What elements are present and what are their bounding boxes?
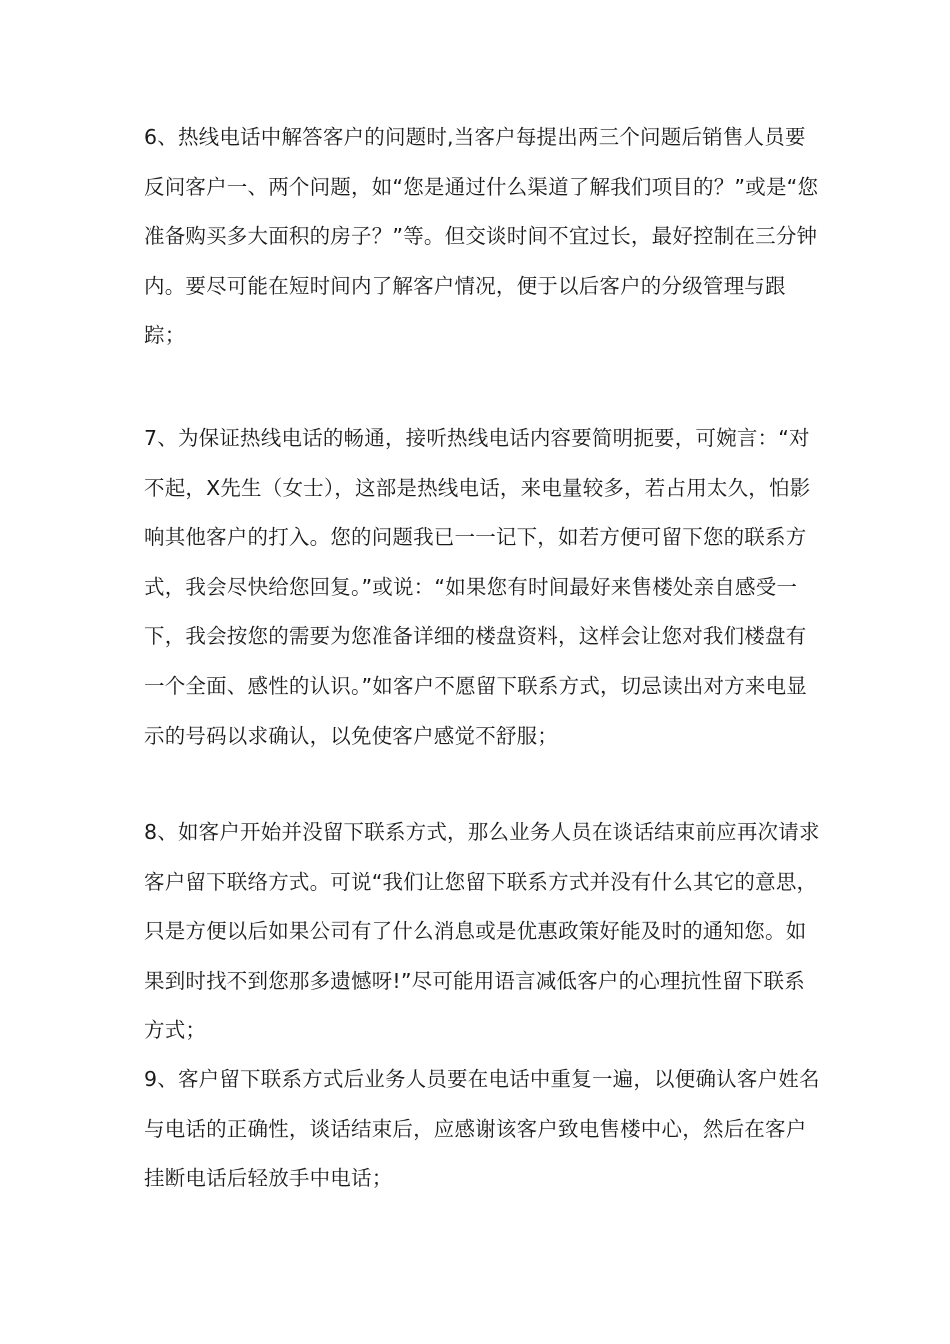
paragraph-6: 6、热线电话中解答客户的问题时,当客户每提出两三个问题后销售人员要反问客户一、两个问题，如“您是通过什么渠道了解我们项目的？”或是“您准备购买多大面积的房子？”等。但交谈时间不宜过长，最好控制在三分钟内。要尽可能在短时间内了解客户情况，便于以后客户的分级管理与跟踪；: [144, 125, 819, 348]
paragraph-9: 9、客户留下联系方式后业务人员要在电话中重复一遍，以便确认客户姓名与电话的正确性，谈话结束后，应感谢该客户致电售楼中心，然后在客户挂断电话后轻放手中电话；: [144, 1067, 820, 1191]
paragraph-8: 8、如客户开始并没留下联系方式，那么业务人员在谈话结束前应再次请求客户留下联络方式。可说“我们让您留下联系方式并没有什么其它的意思，只是方便以后如果公司有了什么消息或是优惠政策好能及时的通知您。如果到时找不到您那多遗憾呀!”尽可能用语言减低客户的心理抗性留下联系方式；: [144, 820, 820, 1043]
paragraph-7: 7、为保证热线电话的畅通，接听热线电话内容要简明扼要，可婉言：“对不起，X先生（女士），这部是热线电话，来电量较多，若占用太久，怕影响其他客户的打入。您的问题我已一一记下，如若方便可留下您的联系方式，我会尽快给您回复。”或说：“如果您有时间最好来售楼处亲自感受一下，我会按您的需要为您准备详细的楼盘资料，这样会让您对我们楼盘有一个全面、感性的认识。”如客户不愿留下联系方式，切忌读出对方来电显示的号码以求确认，以免使客户感觉不舒服；: [144, 426, 811, 748]
